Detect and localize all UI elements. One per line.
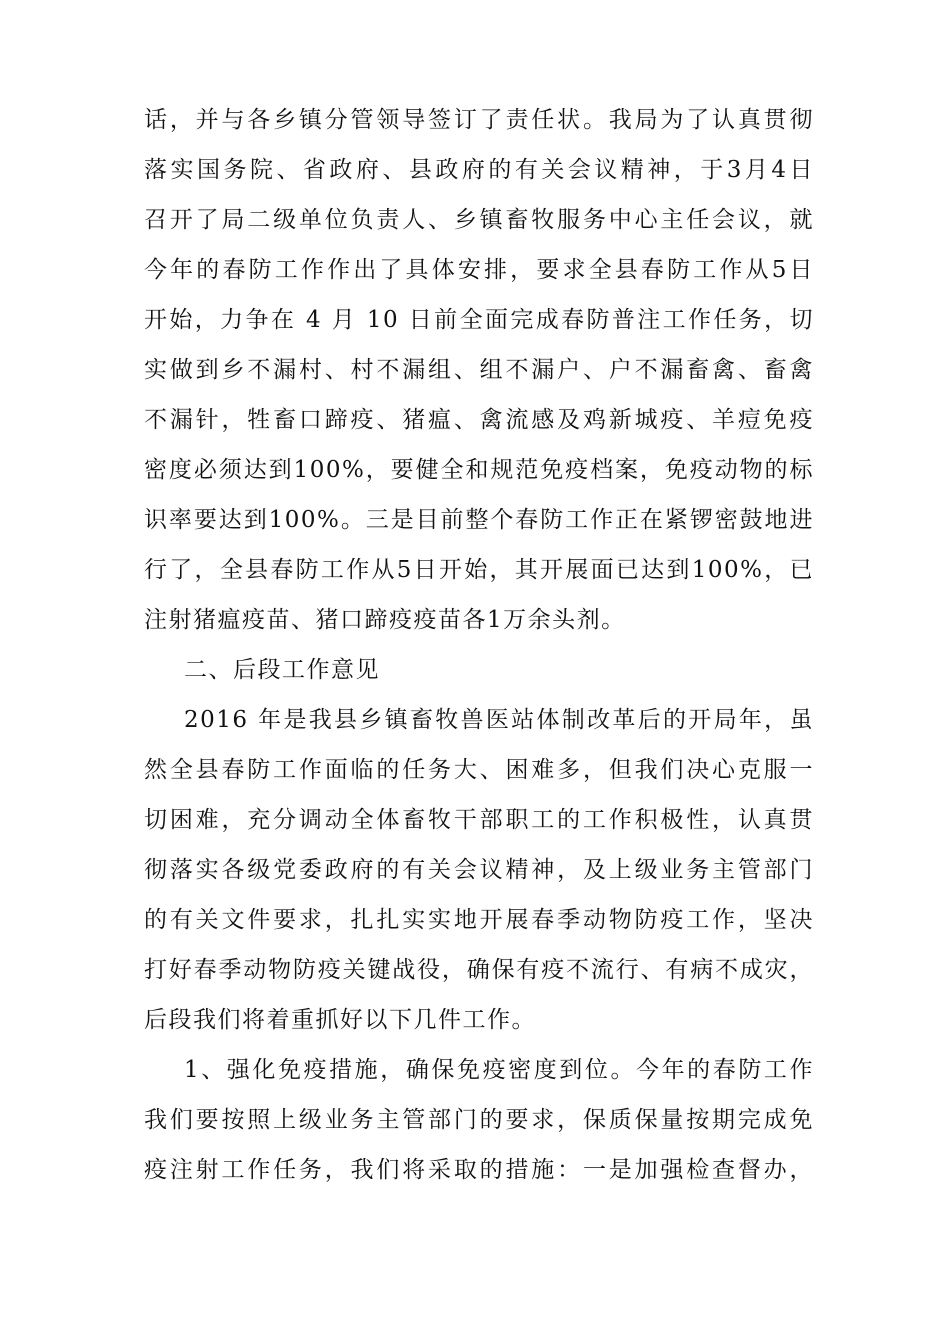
text-line-14: 然全县春防工作面临的任务大、困难多，但我们决心克服一 [144, 757, 814, 783]
section-heading: 二、后段工作意见 [184, 657, 380, 683]
text-line-2: 落实国务院、省政府、县政府的有关会议精神，于3月4日 [144, 157, 814, 183]
text-line-17: 的有关文件要求，扎扎实实地开展春季动物防疫工作，坚决 [144, 907, 814, 933]
text-line-22: 疫注射工作任务，我们将采取的措施：一是加强检查督办， [144, 1157, 814, 1183]
text-line-1: 话，并与各乡镇分管领导签订了责任状。我局为了认真贯彻 [144, 107, 814, 133]
text-line-15: 切困难，充分调动全体畜牧干部职工的工作积极性，认真贯 [144, 807, 814, 833]
text-line-16: 彻落实各级党委政府的有关会议精神，及上级业务主管部门 [144, 857, 814, 883]
text-line-8: 密度必须达到100%，要健全和规范免疫档案，免疫动物的标 [144, 457, 814, 483]
text-line-21: 我们要按照上级业务主管部门的要求，保质保量按期完成免 [144, 1107, 814, 1133]
text-line-20: 1、强化免疫措施，确保免疫密度到位。今年的春防工作 [184, 1057, 814, 1083]
text-line-6: 实做到乡不漏村、村不漏组、组不漏户、户不漏畜禽、畜禽 [144, 357, 814, 383]
text-line-10: 行了，全县春防工作从5日开始，其开展面已达到100%，已 [144, 557, 814, 583]
text-line-19: 后段我们将着重抓好以下几件工作。 [144, 1007, 536, 1033]
text-line-4: 今年的春防工作作出了具体安排，要求全县春防工作从5日 [144, 257, 814, 283]
text-line-5: 开始，力争在 4 月 10 日前全面完成春防普注工作任务，切 [144, 307, 814, 333]
text-line-18: 打好春季动物防疫关键战役，确保有疫不流行、有病不成灾， [144, 957, 814, 983]
text-line-9: 识率要达到100%。三是目前整个春防工作正在紧锣密鼓地进 [144, 507, 814, 533]
text-line-11: 注射猪瘟疫苗、猪口蹄疫疫苗各1万余头剂。 [144, 607, 626, 633]
text-line-3: 召开了局二级单位负责人、乡镇畜牧服务中心主任会议，就 [144, 207, 814, 233]
text-line-7: 不漏针，牲畜口蹄疫、猪瘟、禽流感及鸡新城疫、羊痘免疫 [144, 407, 814, 433]
text-line-13: 2016 年是我县乡镇畜牧兽医站体制改革后的开局年，虽 [184, 707, 814, 733]
